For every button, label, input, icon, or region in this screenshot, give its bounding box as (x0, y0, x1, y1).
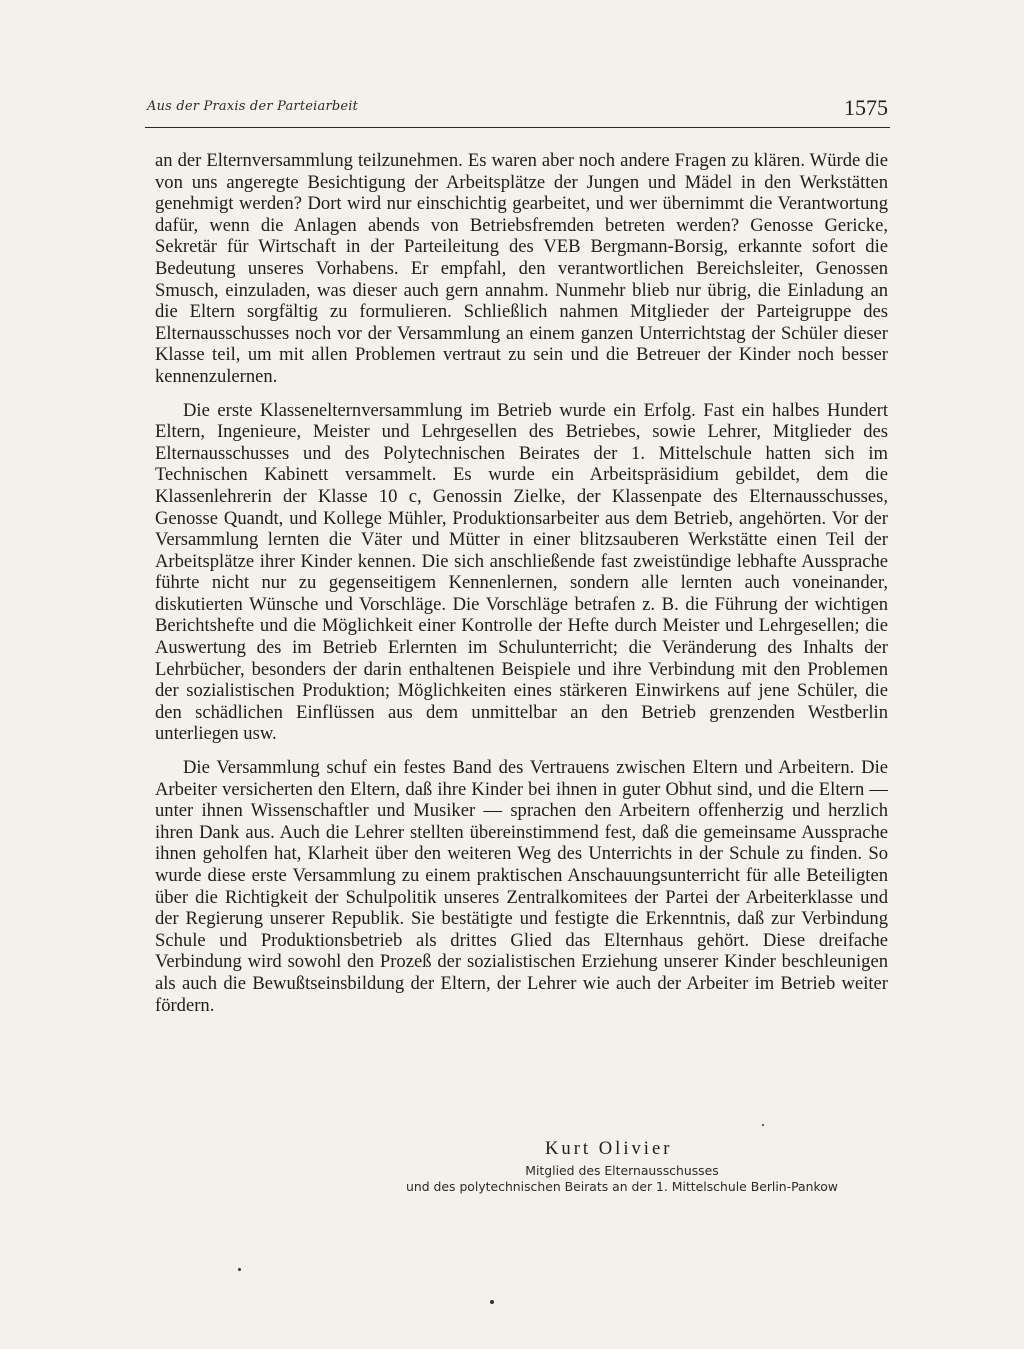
author-signature: Kurt Olivier (545, 1138, 673, 1159)
paragraph-1: an der Elternversammlung teilzunehmen. Es waren aber noch andere Fragen zu klären. Würde die von uns angeregte Besichtigung der Arbeitsplätze der Jungen und Mädel in den Werkstätten genehmigt werden? Dort wird nur einschichtig gearbeitet, und wer übernimmt die Verantwortung dafür, wenn die Anlagen abends von Betriebsfremden betreten werden? Genosse Gericke, Sekretär für Wirtschaft in der Parteileitung des VEB Bergmann-Borsig, erkannte sofort die Bedeutung unseres Vorhabens. Er empfahl, den verantwortlichen Bereichsleiter, Genossen Smusch, einzuladen, was dieser auch gern annahm. Nunmehr blieb nur übrig, die Einladung an die Eltern sorgfältig zu formulieren. Schließlich nahmen Mitglieder der Parteigruppe des Elternausschusses noch vor der Versammlung an einem ganzen Unterrichtstag der Schüler dieser Klasse teil, um mit allen Problemen vertraut zu sein und die Betreuer der Kinder noch besser kennenzulernen. (155, 150, 888, 387)
print-speck (490, 1300, 494, 1304)
page-number: 1575 (844, 95, 888, 120)
paragraph-3: Die Versammlung schuf ein festes Band des Vertrauens zwischen Eltern und Arbeitern. Die Arbeiter versicherten den Eltern, daß ihre Kinder bei ihnen in guter Obhut sind, und die Eltern — unter ihnen Wissenschaftler und Musiker — sprachen den Arbeitern offenherzig und herzlich ihren Dank aus. Auch die Lehrer stellten übereinstimmend fest, daß die gemeinsame Aussprache ihnen geholfen hat, Klarheit über den weiteren Weg des Unterrichts in der Schule zu finden. So wurde diese erste Versammlung zu einem praktischen Anschauungsunterricht für alle Beteiligten über die Richtigkeit der Schulpolitik unseres Zentralkomitees der Partei der Arbeiterklasse und der Regierung unserer Republik. Sie bestätigte und festigte die Erkenntnis, daß zur Verbindung Schule und Produktionsbetrieb als drittes Glied das Elternhaus gehört. Diese dreifache Verbindung wird sowohl den Prozeß der sozialistischen Erziehung unserer Kinder beschleunigen als auch die Bewußtseinsbildung der Eltern, der Lehrer wie auch der Arbeiter im Betrieb weiter fördern. (155, 757, 888, 1016)
running-head (145, 97, 890, 128)
print-speck (762, 1124, 764, 1126)
print-speck (238, 1268, 241, 1271)
author-role (360, 1163, 884, 1195)
author-role-line-1: Mitglied des Elternausschusses (525, 1163, 719, 1178)
article-body (155, 150, 888, 1028)
author-role-line-2: und des polytechnischen Beirats an der 1. Mittelschule Berlin-Pankow (406, 1179, 838, 1194)
paragraph-2: Die erste Klassenelternversammlung im Betrieb wurde ein Erfolg. Fast ein halbes Hundert Eltern, Ingenieure, Meister und Lehrgesellen des Betriebes, sowie Lehrer, Mitglieder des Elternausschusses und des Polytechnischen Beirates der 1. Mittelschule hatten sich im Technischen Kabinett versammelt. Es wurde ein Arbeitspräsidium gebildet, dem die Klassenlehrerin der Klasse 10 c, Genossin Zielke, der Klassenpate des Elternausschusses, Genosse Quandt, und Kollege Mühler, Produktionsarbeiter aus dem Betrieb, angehörten. Vor der Versammlung lernten die Väter und Mütter in einer blitzsauberen Werkstätte einen Teil der Arbeitsplätze ihrer Kinder kennen. Die sich anschließende fast zweistündige lebhafte Aussprache führte nicht nur zu gegenseitigem Kennenlernen, sondern alle lernten auch voneinander, diskutierten Wünsche und Vorschläge. Die Vorschläge betrafen z. B. die Führung der wichtigen Berichtshefte und die Möglichkeit einer Kontrolle der Hefte durch Meister und Lehrgesellen; die Auswertung des im Betrieb Erlernten im Schulunterricht; die Veränderung des Inhalts der Lehrbücher, besonders der darin enthaltenen Beispiele und ihre Verbindung mit den Problemen der sozialistischen Produktion; Möglichkeiten eines stärkeren Einwirkens auf jene Schüler, die den schädlichen Einflüssen aus dem unmittelbar an den Betrieb grenzenden Westberlin unterliegen usw. (155, 399, 888, 745)
running-title: Aus der Praxis der Parteiarbeit (147, 99, 359, 114)
